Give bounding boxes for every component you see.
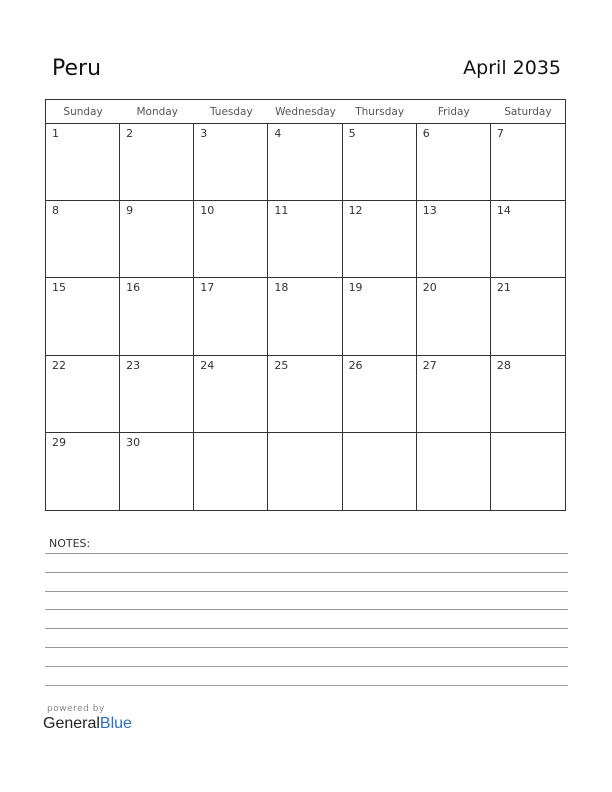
day-cell [46, 201, 120, 278]
day-cell [120, 278, 194, 355]
day-number: 20 [422, 281, 437, 295]
day-number: 28 [496, 358, 511, 372]
day-cell [268, 124, 342, 201]
day-number: 14 [496, 204, 511, 218]
day-number: 25 [274, 358, 289, 372]
day-number: 2 [126, 127, 134, 140]
day-cell [194, 278, 268, 355]
day-number: 27 [422, 358, 437, 372]
day-number: 1 [52, 127, 59, 140]
day-cell [417, 124, 491, 201]
weekday-friday: Friday [437, 106, 470, 118]
day-number: 19 [348, 281, 363, 295]
day-number: 7 [496, 127, 504, 140]
day-cell [120, 201, 194, 278]
brand-general-text: General [43, 715, 100, 732]
day-cell [46, 124, 120, 201]
powered-by-text: powered by [47, 704, 105, 714]
day-number: 5 [348, 127, 356, 140]
day-number: 22 [52, 358, 66, 372]
day-cell [194, 201, 268, 278]
day-cell [46, 433, 120, 510]
weekday-thursday: Thursday [355, 106, 405, 118]
day-cell [194, 356, 268, 433]
day-number: 10 [200, 204, 215, 218]
day-cell [417, 278, 491, 355]
day-cell [417, 433, 491, 510]
note-line [45, 572, 568, 573]
weekday-header-row [46, 100, 565, 124]
day-number: 18 [274, 281, 289, 295]
day-cell [194, 433, 268, 510]
day-cell [194, 124, 268, 201]
weekday-saturday: Saturday [504, 106, 552, 118]
day-number: 30 [126, 435, 141, 449]
day-cell [268, 278, 342, 355]
note-line [45, 628, 568, 629]
day-number: 12 [348, 204, 363, 218]
day-number: 23 [126, 358, 141, 372]
day-cell [120, 124, 194, 201]
day-cell [491, 356, 565, 433]
note-line [45, 685, 568, 686]
day-number: 3 [200, 127, 208, 140]
day-cell [343, 278, 417, 355]
day-cell [46, 278, 120, 355]
note-line [45, 647, 568, 648]
day-cell [417, 201, 491, 278]
day-number: 29 [52, 435, 66, 449]
weekday-wednesday: Wednesday [275, 106, 336, 118]
note-line [45, 609, 568, 610]
day-number: 26 [348, 358, 363, 372]
day-number: 4 [274, 127, 282, 140]
day-cell [268, 356, 342, 433]
calendar-grid [45, 99, 566, 511]
day-cell [343, 201, 417, 278]
day-cell [417, 356, 491, 433]
weekday-sunday: Sunday [63, 106, 103, 118]
note-line [45, 553, 568, 554]
day-cell [120, 433, 194, 510]
day-cell [343, 124, 417, 201]
day-cell [343, 433, 417, 510]
day-cell [120, 356, 194, 433]
note-line [45, 591, 568, 592]
country-title: Peru [52, 56, 102, 81]
weekday-tuesday: Tuesday [209, 106, 253, 118]
day-cell [268, 201, 342, 278]
note-line [45, 666, 568, 667]
day-cell [491, 278, 565, 355]
calendar-days [46, 124, 565, 510]
day-cell [46, 356, 120, 433]
day-number: 9 [126, 204, 134, 218]
day-number: 13 [422, 204, 437, 218]
day-number: 8 [52, 204, 59, 218]
weekday-monday: Monday [136, 106, 178, 118]
month-year-title: April 2035 [463, 57, 561, 79]
day-number: 16 [126, 281, 141, 295]
brand-logo [43, 715, 132, 733]
day-number: 24 [200, 358, 215, 372]
day-number: 21 [496, 281, 511, 295]
day-cell [343, 356, 417, 433]
day-number: 11 [274, 204, 289, 218]
day-number: 17 [200, 281, 215, 295]
day-number: 15 [52, 281, 66, 295]
day-cell [491, 433, 565, 510]
brand-blue-text: Blue [99, 715, 132, 732]
notes-label: NOTES: [49, 537, 91, 550]
day-number: 6 [422, 127, 430, 140]
day-cell [491, 124, 565, 201]
day-cell [491, 201, 565, 278]
brand-footer [43, 704, 132, 733]
day-cell [268, 433, 342, 510]
